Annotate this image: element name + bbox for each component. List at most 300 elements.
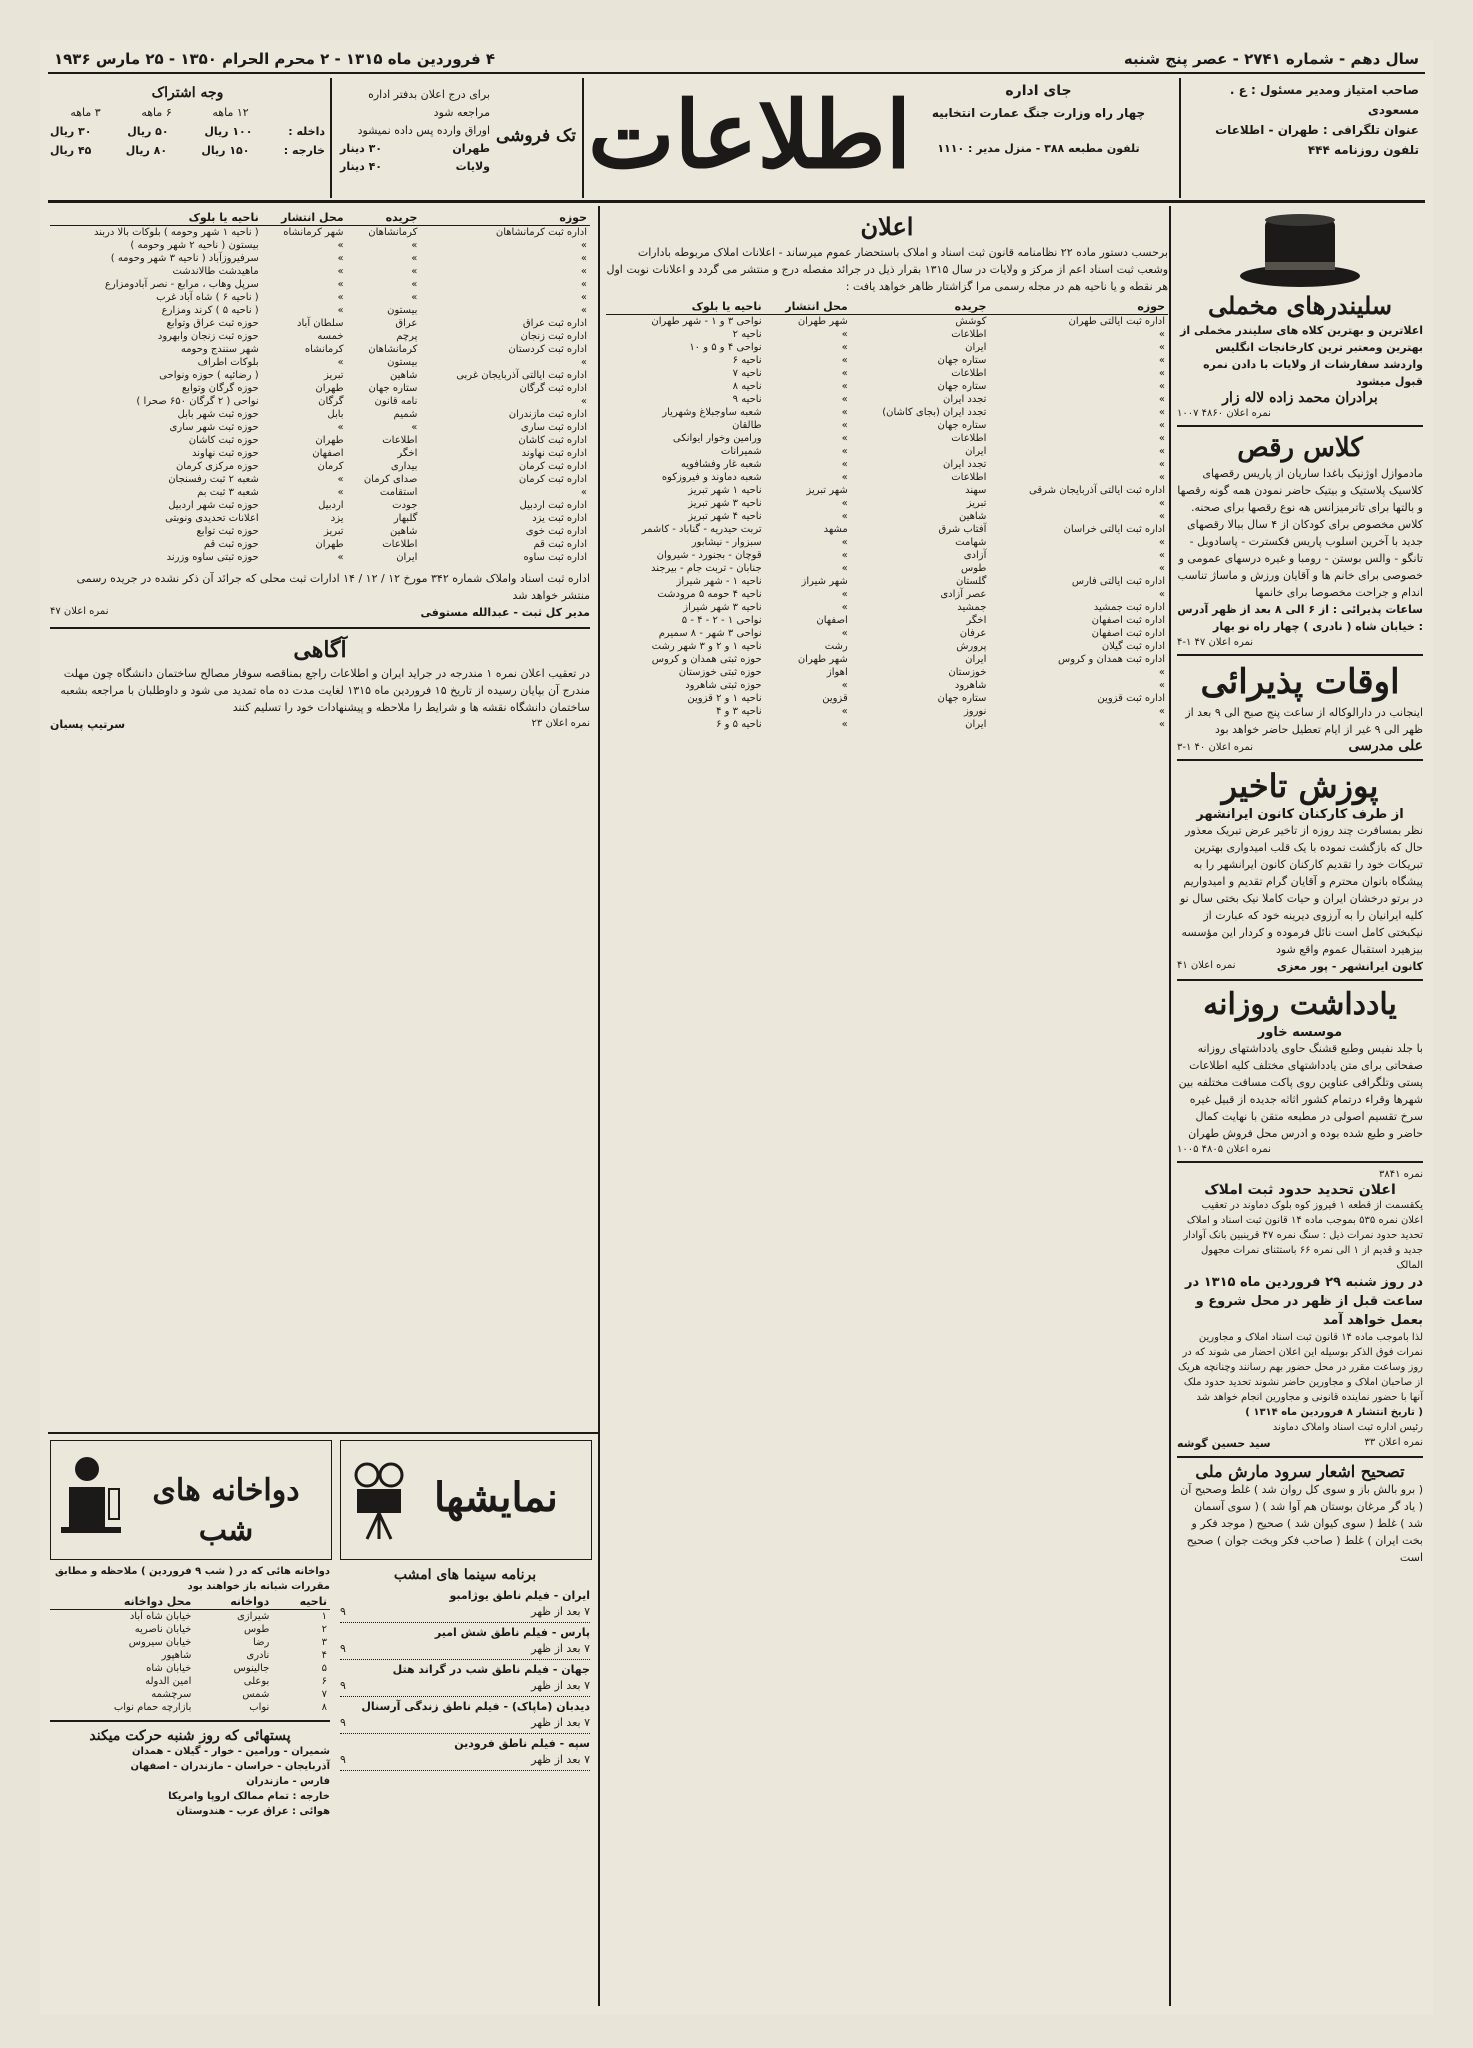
pharmacy-block xyxy=(50,1564,330,1819)
cinema-film: فیلم ناطق شش امیر xyxy=(434,1626,548,1639)
notice-sign: رئیس اداره ثبت اسناد واملاک دماوند xyxy=(1272,1422,1423,1433)
registry-footer: اداره ثبت اسناد واملاک شماره ۳۴۲ مورخ ۱۲ / ۱۲ / ۱۴ ادارات ثبت محلی که جرائد آن ذکر نشده در جریده رسمی منتشر خواهد شد xyxy=(76,572,590,602)
table-cell: » xyxy=(580,240,587,251)
table-cell: ( ناحیه ۱ شهر وحومه ) بلوکات بالا دربند xyxy=(93,227,259,238)
table-cell: » xyxy=(841,589,848,600)
table-row xyxy=(50,525,590,538)
table-row xyxy=(50,447,590,460)
table-row xyxy=(606,393,1168,406)
table-row xyxy=(50,538,590,551)
table-cell: » xyxy=(337,266,344,277)
top-hat-icon xyxy=(1235,210,1365,290)
table-cell: شاهرود xyxy=(954,680,987,691)
table-cell: » xyxy=(841,329,848,340)
table-cell: اداره ثبت جمشید xyxy=(1093,602,1165,613)
table-row xyxy=(606,575,1168,588)
table-row xyxy=(606,432,1168,445)
table-cell: تبریز xyxy=(323,370,344,381)
notice-date: ( تاریخ انتشار ۸ فروردین ماه ۱۳۱۴ ) xyxy=(1245,1407,1423,1418)
office-block xyxy=(906,80,1171,160)
table-row xyxy=(606,471,1168,484)
table-cell: » xyxy=(411,240,418,251)
table-cell: » xyxy=(411,422,418,433)
table-cell: » xyxy=(337,279,344,290)
table-cell: نواب xyxy=(249,1702,270,1713)
table-cell: » xyxy=(841,342,848,353)
office-address: چهار راه وزارت جنگ عمارت انتخابیه xyxy=(931,106,1146,120)
table-cell: ناحیه ۹ xyxy=(732,394,762,405)
table-cell: » xyxy=(841,355,848,366)
table-cell: اداره ثبت کاشان xyxy=(518,435,587,446)
table-cell: کرمانشاه xyxy=(304,344,344,355)
notice-body2: لذا باموجب ماده ۱۴ قانون ثبت اسناد املاک و مجاورین نمرات فوق الذکر بوسیله این اعلان احضار می شوند که در روز وساعت مقرر در محل حضور بهم رسانند وچنانچه هریک از صاحبان املاک و مجاورین حاضر نشوند تحدید حدود ملک آنها با حضور نماینده قانونی و مجاورین انجام خواهد شد xyxy=(1178,1332,1423,1403)
show-time: ۷ بعد از ظهر xyxy=(531,1642,590,1655)
table-row xyxy=(50,369,590,382)
table-cell: حوزه گرگان وتوابع xyxy=(181,383,259,394)
table-cell: ورامین وخوار ایوانکی xyxy=(672,433,762,444)
table-row xyxy=(606,510,1168,523)
table-cell: » xyxy=(1158,381,1165,392)
table-cell: » xyxy=(1158,550,1165,561)
table-cell: اداره ثبت همدان و کروس xyxy=(1058,654,1165,665)
registry-table xyxy=(606,299,1168,731)
table-cell: حوزه ثبت زنجان وابهرود xyxy=(157,331,259,342)
table-cell: اداره ثبت گرگان xyxy=(519,383,587,394)
table-cell: اصفهان xyxy=(312,448,344,459)
diary-title: یادداشت روزانه xyxy=(1203,987,1397,1022)
table-cell: » xyxy=(841,459,848,470)
table-cell: اداره ثبت یزد xyxy=(532,513,587,524)
table-row xyxy=(50,1675,330,1688)
anthem-body: ( برو بالش باز و سوی کل روان شد ) غلط وصحیح آن ( یاد گر مرغان بوستان هم آوا شد ) ( سوی آسمان شد ) غلط ( سوی کیوان شد ) صحیح ( موجد فکر و بخت ایران ) غلط ( صاحب فکر وبخت جوان ) صحیح است xyxy=(1180,1483,1423,1564)
table-row xyxy=(50,551,590,564)
right-column xyxy=(1177,210,1423,1566)
table-cell: آزادی xyxy=(963,550,987,561)
show-time: ۷ بعد از ظهر xyxy=(531,1679,590,1692)
registry-sign-row xyxy=(50,604,590,621)
table-cell: ناحیه ۲ xyxy=(732,329,762,340)
table-row xyxy=(606,718,1168,731)
table-cell: شهر تبریز xyxy=(806,485,848,496)
cinema-entry: سپه - فیلم ناطق فرودین ۷ بعد از ظهر ۹ xyxy=(340,1734,590,1771)
subscription-row: داخله : ۱۰۰ ریال ۵۰ ریال ۳۰ ریال xyxy=(50,125,325,138)
table-row xyxy=(50,291,590,304)
table-cell: نواحی ۴ و ۵ و ۱۰ xyxy=(689,342,762,353)
table-cell: » xyxy=(841,381,848,392)
table-cell: ( ناحیه ۶ ) شاه آباد غرب xyxy=(156,292,259,303)
table-row xyxy=(50,473,590,486)
table-cell: » xyxy=(337,487,344,498)
hat-ad-body: اعلاترین و بهترین کلاه های سلیندر مخملی از بهترین ومعتبر ترین کارخانجات انگلیس واردشد سفارشات از ولایات با دادن نمره قبول میشود xyxy=(1180,324,1423,388)
cinema-name: پارس xyxy=(560,1626,590,1639)
table-cell: » xyxy=(411,279,418,290)
table-cell: » xyxy=(580,305,587,316)
table-row xyxy=(606,380,1168,393)
table-cell: طالقان xyxy=(732,420,762,431)
table-cell: نواحی ۳ و ۱ - شهر طهران xyxy=(651,316,762,327)
notice-body: یکقسمت از قطعه ۱ فیروز کوه بلوک دماوند در تعقیب اعلان نمره ۵۳۵ بموجب ماده ۱۴ قانون ثبت اسناد و املاک تحدید حدود نمرات ذیل : سنگ نمره ۴۷ قرینبین بانک آوادار جدید و قدیم از ۱ الی نمره ۶۶ باستثنای نمرات مجهول المالک xyxy=(1183,1200,1423,1271)
table-cell: ایران xyxy=(965,719,987,730)
table-cell: شاهین xyxy=(390,526,418,537)
table-cell: اطلاعات xyxy=(951,472,987,483)
table-cell: شعبه ۲ ثبت رفسنجان xyxy=(168,474,259,485)
table-row xyxy=(50,460,590,473)
office-phone: تلفون مطبعه ۳۸۸ - منزل مدیر : ۱۱۱۰ xyxy=(937,142,1140,155)
table-cell: » xyxy=(1158,355,1165,366)
table-cell: » xyxy=(1158,472,1165,483)
table-cell: شهامت xyxy=(955,537,987,548)
table-cell: » xyxy=(1158,498,1165,509)
table-cell: اداره ثبت کرمان xyxy=(518,461,587,472)
table-cell: کرمان xyxy=(317,461,344,472)
table-cell: » xyxy=(841,407,848,418)
table-cell: حوزه ثبتی همدان و کروس xyxy=(651,654,762,665)
table-row xyxy=(606,406,1168,419)
table-cell: » xyxy=(1158,719,1165,730)
table-cell: ناحیه ۷ xyxy=(732,368,762,379)
table-cell: قوچان - بجنورد - شیروان xyxy=(656,550,762,561)
table-cell: جنابان - تربت جام - بیرجند xyxy=(651,563,762,574)
table-cell: یزد xyxy=(330,513,344,524)
table-row xyxy=(50,356,590,369)
table-cell: پرورش xyxy=(956,641,987,652)
table-cell: » xyxy=(841,628,848,639)
table-row xyxy=(50,382,590,395)
table-row xyxy=(606,705,1168,718)
table-cell: اطلاعات xyxy=(951,368,987,379)
mail-line: خارجه : تمام ممالک اروپا وامریکا xyxy=(168,1791,330,1802)
table-cell: ۵ xyxy=(321,1663,327,1674)
phone-line: تلفون روزنامه ۴۴۴ xyxy=(1307,143,1419,157)
mail-line: آذربایجان - خراسان - مازندران - اصفهان xyxy=(130,1761,330,1772)
subscription-row: خارجه : ۱۵۰ ریال ۸۰ ریال ۴۵ ریال xyxy=(50,144,325,157)
table-cell: اداره ثبت کرمان xyxy=(518,474,587,485)
table-cell: اردبیل xyxy=(318,500,344,511)
table-cell: اداره ثبت نهاوند xyxy=(521,448,587,459)
table-row xyxy=(50,421,590,434)
table-cell: اصفهان xyxy=(816,615,848,626)
table-cell: اداره ثبت عراق xyxy=(522,318,587,329)
cinema-name: جهان xyxy=(561,1663,590,1676)
table-cell: » xyxy=(841,498,848,509)
table-row xyxy=(606,328,1168,341)
table-cell: پرچم xyxy=(396,331,418,342)
table-row xyxy=(606,601,1168,614)
agahi-number: نمره اعلان ۲۳ xyxy=(531,718,590,729)
table-cell: » xyxy=(580,292,587,303)
table-cell: » xyxy=(337,240,344,251)
cinema-entry: پارس - فیلم ناطق شش امیر ۷ بعد از ظهر ۹ xyxy=(340,1623,590,1660)
table-cell: ( رضائیه ) حوزه ونواحی xyxy=(159,370,259,381)
table-cell: خوزستان xyxy=(948,667,987,678)
show-time: ۷ بعد از ظهر xyxy=(531,1753,590,1766)
table-cell: » xyxy=(337,292,344,303)
table-row xyxy=(50,1649,330,1662)
subscription-header: ۱۲ ماهه ۶ ماهه ۳ ماهه xyxy=(70,106,249,119)
table-cell: حوزه ثبت کاشان xyxy=(188,435,259,446)
show-time: ۷ بعد از ظهر xyxy=(531,1716,590,1729)
cinema-entry: ایران - فیلم ناطق یوژامبو ۷ بعد از ظهر ۹ xyxy=(340,1586,590,1623)
mail-line: فارس - مازندران xyxy=(246,1776,330,1787)
table-row xyxy=(50,1688,330,1701)
hours-ad-footer xyxy=(1177,738,1423,755)
mail-list xyxy=(50,1744,330,1819)
table-cell: » xyxy=(1158,407,1165,418)
table-cell: خیابان سیروس xyxy=(128,1637,192,1648)
table-row xyxy=(606,692,1168,705)
table-cell: اهواز xyxy=(826,667,848,678)
table-cell: ناحیه ۴ حومه ۵ مرودشت xyxy=(657,589,762,600)
apology-body: نظر بمسافرت چند روزه از تاخیر عرض تبریک معذور حال که بازگشت نموده با یک قلب امیدواری بهترین تبریکات خود را تقدیم کارکنان کانون ایرانشهر را به پیشگاه بانوان محترم و آقایان گرام تقدیم و امیدواریم در برتو درخشان ایران و حیات کاملا نیک بختی سال نو کلیه ایرانیان را به آرزوی دیرینه خود که عبارت از نیکبختی کامل است نائل فرموده و کردار این مؤسسه بیزهیرد استقبال عموم واقع شود xyxy=(1180,824,1423,956)
table-row xyxy=(606,315,1168,329)
apology-number: نمره اعلان ۴۱ xyxy=(1177,960,1236,971)
table-cell: » xyxy=(411,266,418,277)
table-row xyxy=(50,317,590,330)
table-cell: » xyxy=(841,368,848,379)
anthem-title: تصحیح اشعار سرود مارش ملی xyxy=(1195,1462,1405,1481)
table-cell: شهر طهران xyxy=(797,316,848,327)
table-cell: شعبه غار وفشافویه xyxy=(680,459,762,470)
projector-icon xyxy=(349,1461,409,1541)
notice-footer xyxy=(1177,1435,1423,1452)
table-cell: بیستون ( ناحیه ۲ شهر وحومه ) xyxy=(130,240,259,251)
table-cell: خیابان ناصریه xyxy=(134,1624,192,1635)
announcement-title: اعلان xyxy=(860,212,914,241)
table-cell: اداره ثبت ایالتی خراسان xyxy=(1063,524,1165,535)
table-cell: ( ناحیه ۵ ) کرند ومزارع xyxy=(161,305,259,316)
table-row xyxy=(606,679,1168,692)
show-time: ۷ بعد از ظهر xyxy=(531,1605,590,1618)
cinema-film: فیلم ناطق فرودین xyxy=(454,1737,556,1750)
table-cell: ناحیه ۳ و ۴ xyxy=(716,706,762,717)
table-cell: » xyxy=(337,552,344,563)
table-cell: شعبه ۳ ثبت بم xyxy=(197,487,259,498)
table-cell: شهر کرمانشاه xyxy=(283,227,344,238)
table-cell: اطلاعات xyxy=(951,433,987,444)
table-row xyxy=(606,484,1168,497)
agahi-body: در تعقیب اعلان نمره ۱ مندرجه در جراید ایران و اطلاعات راجع بمناقصه سوفار مصالح ساختمان دانشگاه چون مهلت مندرج آن بپایان رسیده از تاریخ ۱۵ فروردین ماه ۱۳۱۵ لغایت مدت ده ماه تمدید می شود و داوطلبان با مراجعه بشعبه ساختمان دانشگاه نقشه ها و شرایط را ملاحظه و پیشنهادات خود را تسلیم کنند xyxy=(60,667,590,714)
table-header: حوزه جریده محل انتشار ناحیه یا بلوک xyxy=(50,210,590,226)
table-cell: حوزه ثبتی خوزستان xyxy=(678,667,762,678)
table-cell: حوزه ثبت شهر بابل xyxy=(177,409,259,420)
table-cell: بیستون xyxy=(387,357,418,368)
table-cell: » xyxy=(337,305,344,316)
table-cell: شعبه ساوجبلاغ وشهریار xyxy=(662,407,762,418)
table-cell: بوعلی xyxy=(243,1676,270,1687)
cinema-banner xyxy=(340,1440,592,1560)
hat-ad-sign: برادران محمد زاده لاله زار xyxy=(1222,390,1378,406)
table-header: ناحیه دواخانه محل دواخانه xyxy=(50,1594,330,1610)
table-cell: ستاره جهان xyxy=(937,355,987,366)
table-row xyxy=(606,640,1168,653)
table-cell: ۷ xyxy=(321,1689,327,1700)
table-cell: سرفیروزآباد ( ناحیه ۳ شهر وحومه ) xyxy=(110,253,259,264)
table-cell: اطلاعات xyxy=(382,539,418,550)
table-cell: خیابان شاه xyxy=(146,1663,192,1674)
center-column xyxy=(606,210,1168,731)
table-cell: جالینوس xyxy=(233,1663,270,1674)
table-row xyxy=(50,239,590,252)
table-cell: حوزه ثبت عراق وتوابع xyxy=(166,318,259,329)
table-cell: شعبه دماوند و فیروزکوه xyxy=(661,472,762,483)
table-cell: اداره ثبت اردبیل xyxy=(519,500,587,511)
table-cell: » xyxy=(1158,342,1165,353)
ad-note xyxy=(340,86,490,176)
table-cell: » xyxy=(841,420,848,431)
table-row xyxy=(606,367,1168,380)
table-cell: شهر سنندج وحومه xyxy=(180,344,259,355)
mail-line: شمیران - ورامین - خوار - گیلان - همدان xyxy=(132,1746,330,1757)
owner-line: صاحب امتیاز ومدیر مسئول : ع . مسعودی xyxy=(1229,83,1419,117)
cinema-list xyxy=(340,1586,590,1771)
table-cell: اداره ثبت ایالتی آذربایجان شرقی xyxy=(1029,485,1165,496)
table-cell: ۳ xyxy=(321,1637,327,1648)
diary-body: با جلد نفیس وطبع قشنگ حاوی یادداشتهای روزانه صفحاتی برای متن یادداشتهای مختلف کلیه اطلاعات پستی وتلگرافی عناوین روی پاکت مسافت مختلفه بین شهرها وقراء درتمام کشور اثاثه جدیده از قبیل غیره سرخ تقسیم اصولی در مطبعه متقن با نهایت کمال حاضر و طبع شده بوده و ادرس محل فروش طهران xyxy=(1178,1042,1423,1140)
table-cell: » xyxy=(580,253,587,264)
left-column xyxy=(50,210,590,733)
table-cell: حوزه ثبت توابع xyxy=(196,526,259,537)
cinema-film: فیلم ناطق زندگی آرسنال xyxy=(361,1700,500,1713)
table-cell: » xyxy=(841,433,848,444)
single-row: طهران ۳۰ دینار xyxy=(340,142,490,155)
table-cell: » xyxy=(1158,394,1165,405)
mail-title: پستهائی که روز شنبه حرکت میکند xyxy=(89,1728,291,1744)
table-cell: » xyxy=(411,253,418,264)
table-cell: جمشید xyxy=(957,602,987,613)
table-cell: » xyxy=(841,472,848,483)
table-cell: » xyxy=(337,357,344,368)
table-row xyxy=(50,278,590,291)
table-cell: ۲ xyxy=(321,1624,327,1635)
table-row xyxy=(50,395,590,408)
show-time-late: ۹ xyxy=(340,1753,346,1766)
table-cell: قزوین xyxy=(822,693,848,704)
table-row xyxy=(50,304,590,317)
table-cell: » xyxy=(1158,537,1165,548)
table-cell: نوروز xyxy=(963,706,987,717)
table-cell: حوزه ثبت شهر ساری xyxy=(169,422,259,433)
table-cell: » xyxy=(1158,329,1165,340)
table-cell: طهران xyxy=(315,539,344,550)
table-cell: رضا xyxy=(252,1637,270,1648)
table-cell: ایران xyxy=(965,446,987,457)
subscription-block xyxy=(50,84,325,160)
table-row xyxy=(50,1610,330,1624)
table-cell: اداره ثبت قم xyxy=(533,539,587,550)
table-cell: » xyxy=(1158,446,1165,457)
dance-ad-title: کلاس رقص xyxy=(1237,433,1363,463)
hours-ad-body: اینجانب در دارالوکاله از ساعت پنج صبح الی ۹ بعد از ظهر الی ۹ غیر از ایام تعطیل حاضر خواهد بود xyxy=(1185,706,1423,736)
diary-subtitle: موسسه خاور xyxy=(1257,1025,1343,1040)
agahi-sign: سرتیپ پسیان xyxy=(50,718,126,731)
table-row xyxy=(606,549,1168,562)
apology-title: پوزش تاخیر xyxy=(1221,767,1379,805)
table-cell: اداره ثبت گیلان xyxy=(1101,641,1165,652)
table-cell: » xyxy=(1158,706,1165,717)
owner-block xyxy=(1189,80,1419,160)
table-cell: ۸ xyxy=(321,1702,327,1713)
table-cell: ناحیه ۳ شهر شیراز xyxy=(683,602,762,613)
hat-ad-number: نمره اعلان ۴۸۶۰ ۱۰۰۷ xyxy=(1177,408,1271,419)
table-cell: اداره ثبت ایالتی آذربایجان غربی xyxy=(456,370,587,381)
table-row xyxy=(606,445,1168,458)
table-row xyxy=(606,523,1168,536)
registry-number: نمره اعلان ۴۷ xyxy=(50,606,109,617)
subscription-title: وجه اشتراک xyxy=(151,85,224,101)
table-cell: عرفان xyxy=(959,628,987,639)
table-row xyxy=(606,354,1168,367)
table-cell: کرمانشاهان xyxy=(368,344,418,355)
table-row xyxy=(50,1636,330,1649)
table-cell: ۶ xyxy=(321,1676,327,1687)
table-cell: شهر طهران xyxy=(797,654,848,665)
table-cell: بازارچه حمام نواب xyxy=(113,1702,192,1713)
table-cell: نامه قانون xyxy=(374,396,418,407)
table-row xyxy=(50,226,590,240)
table-cell: بابل xyxy=(327,409,344,420)
table-cell: حوزه ثبت شهر اردبیل xyxy=(168,500,259,511)
table-cell: بلوکات اطراف xyxy=(197,357,259,368)
table-cell: تربت حیدریه - گناباد - کاشمر xyxy=(641,524,762,535)
hat-ad-title: سلیندرهای مخملی xyxy=(1207,291,1392,320)
table-cell: » xyxy=(1158,589,1165,600)
table-cell: ایران xyxy=(396,552,418,563)
table-cell: نادری xyxy=(246,1650,270,1661)
pharmacy-intro: دواخانه هائی که در ( شب ۹ فروردین ) ملاحظه و مطابق مقررات شبانه باز خواهند بود xyxy=(55,1566,330,1592)
table-cell: » xyxy=(841,446,848,457)
table-cell: » xyxy=(1158,667,1165,678)
table-cell: شهر شیراز xyxy=(801,576,848,587)
table-cell: » xyxy=(580,396,587,407)
pharmacy-banner xyxy=(50,1440,332,1560)
table-cell: شاهین xyxy=(959,511,987,522)
notice-number: نمره ۳۸۴۱ xyxy=(1379,1169,1423,1180)
table-cell: سلطان آباد xyxy=(297,318,344,329)
registry-table-continued xyxy=(50,210,590,564)
cinema-program-title: برنامه سینما های امشب xyxy=(393,1567,537,1583)
table-cell: اداره ثبت اصفهان xyxy=(1091,628,1165,639)
table-cell: سهند xyxy=(965,485,987,496)
table-row xyxy=(606,419,1168,432)
mail-line: هوائی : عراق عرب - هندوستان xyxy=(176,1806,330,1817)
table-cell: شیرازی xyxy=(236,1611,270,1622)
table-cell: شاهین xyxy=(390,370,418,381)
table-row xyxy=(606,588,1168,601)
table-cell: آفتاب شرق xyxy=(938,524,987,535)
table-cell: اخگر xyxy=(966,615,987,626)
table-cell: اعلانات تحدیدی ونوبتی xyxy=(165,513,259,524)
table-cell: کرمانشاهان xyxy=(368,227,418,238)
table-row xyxy=(606,458,1168,471)
table-cell: ستاره جهان xyxy=(937,381,987,392)
table-cell: اداره ثبت ایالتی طهران xyxy=(1068,316,1165,327)
table-cell: » xyxy=(841,511,848,522)
table-cell: » xyxy=(841,394,848,405)
table-cell: اداره ثبت ساوه xyxy=(523,552,587,563)
table-cell: اداره ثبت اصفهان xyxy=(1091,615,1165,626)
table-cell: تجدد ایران xyxy=(943,394,987,405)
table-cell: ناحیه ۶ xyxy=(732,355,762,366)
table-row xyxy=(50,408,590,421)
table-cell: اداره ثبت کرمانشاهان xyxy=(495,227,587,238)
table-cell: تبریز xyxy=(966,498,987,509)
masthead-title: اطلاعات xyxy=(588,81,912,189)
table-cell: نواحی ۳ شهر - ۸ سمیرم xyxy=(658,628,762,639)
table-cell: ناحیه ۱ و ۲ قزوین xyxy=(687,693,762,704)
table-row xyxy=(50,486,590,499)
registry-sign: مدیر کل ثبت - عبدالله مستوفی xyxy=(420,606,590,619)
table-cell: ناحیه ۴ شهر تبریز xyxy=(688,511,762,522)
